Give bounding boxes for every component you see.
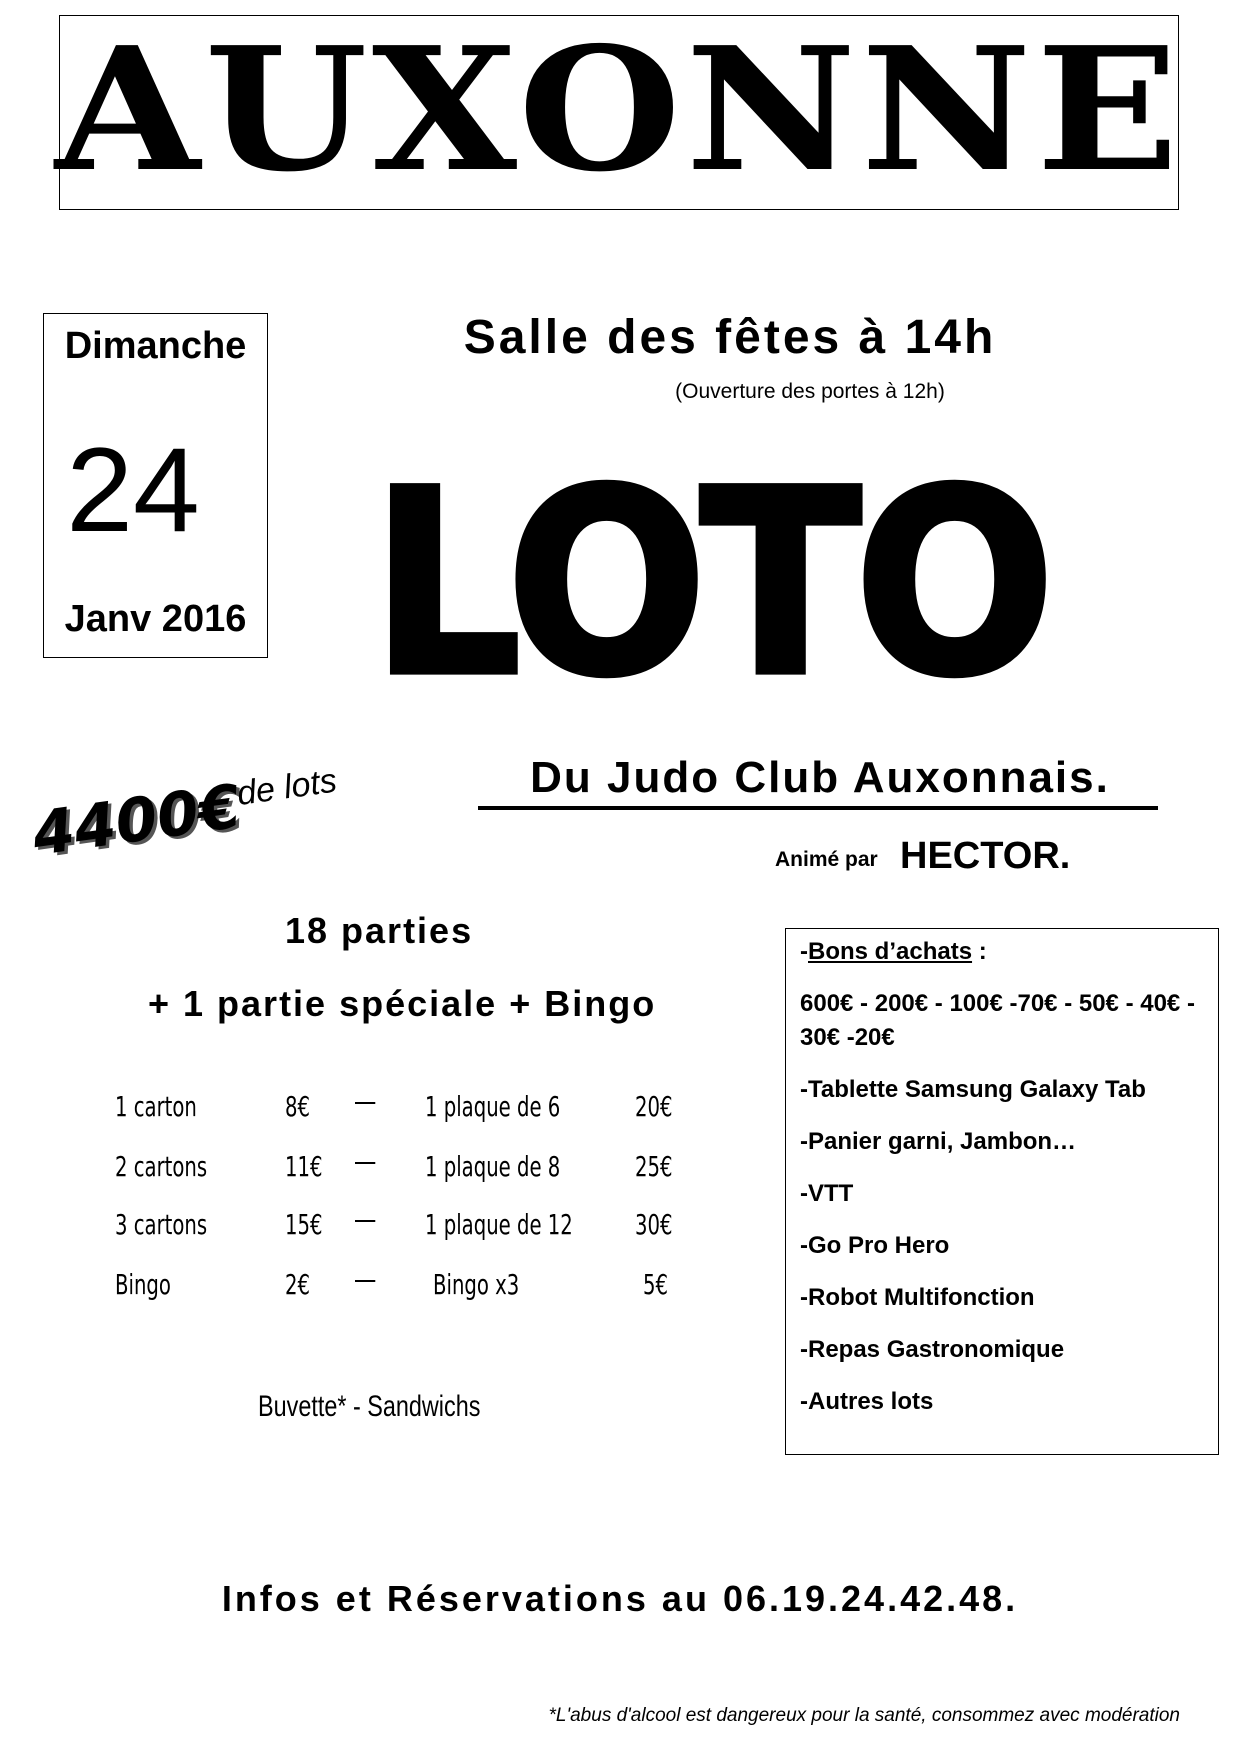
price-value-plate: 5€ bbox=[643, 1268, 668, 1301]
refreshments: Buvette* - Sandwichs bbox=[258, 1390, 481, 1423]
opening-time: (Ouverture des portes à 12h) bbox=[675, 380, 945, 403]
price-row bbox=[115, 1268, 695, 1318]
price-item: Bingo bbox=[115, 1268, 171, 1301]
organizer-underline bbox=[478, 806, 1158, 810]
prizes-heading-suffix: : bbox=[972, 938, 987, 965]
price-item-plate: 1 plaque de 8 bbox=[425, 1150, 561, 1183]
price-value: 2€ bbox=[285, 1268, 310, 1301]
price-separator bbox=[355, 1220, 375, 1222]
host-name: HECTOR. bbox=[900, 835, 1071, 877]
price-item: 1 carton bbox=[115, 1090, 197, 1123]
date-number: 24 bbox=[66, 423, 200, 557]
host-label: Animé par bbox=[775, 848, 878, 871]
price-value-plate: 25€ bbox=[635, 1150, 673, 1183]
price-separator bbox=[355, 1162, 375, 1164]
reservation-info: Infos et Réservations au 06.19.24.42.48. bbox=[221, 1578, 1019, 1619]
prize-vouchers: 600€ - 200€ - 100€ -70€ - 50€ - 40€ - 30€ -20€ bbox=[800, 990, 1195, 1051]
prize-item: -Autres lots bbox=[800, 1388, 934, 1415]
organizer: Du Judo Club Auxonnais. bbox=[530, 753, 1110, 802]
event-title: LOTO bbox=[371, 437, 1049, 732]
price-row bbox=[115, 1208, 695, 1258]
prize-total-amount: 4400€ bbox=[28, 771, 245, 870]
venue: Salle des fêtes à 14h bbox=[463, 311, 997, 364]
price-value-plate: 20€ bbox=[635, 1090, 673, 1123]
prize-total-suffix: de lots bbox=[234, 761, 340, 814]
prize-item: -Go Pro Hero bbox=[800, 1232, 950, 1259]
prize-item: -Robot Multifonction bbox=[800, 1284, 1035, 1311]
price-value: 8€ bbox=[285, 1090, 310, 1123]
price-item-plate: 1 plaque de 6 bbox=[425, 1090, 561, 1123]
price-item: 2 cartons bbox=[115, 1150, 208, 1183]
price-row bbox=[115, 1150, 695, 1200]
date-day: Dimanche bbox=[64, 325, 247, 367]
prize-item: -VTT bbox=[800, 1180, 854, 1207]
prizes-heading-prefix: - bbox=[800, 938, 808, 965]
games-count: 18 parties bbox=[285, 910, 474, 951]
prizes-heading bbox=[800, 935, 1210, 969]
price-value: 11€ bbox=[285, 1150, 323, 1183]
price-separator bbox=[355, 1280, 375, 1282]
special-games: + 1 partie spéciale + Bingo bbox=[148, 983, 657, 1024]
price-value: 15€ bbox=[285, 1208, 323, 1241]
price-item-plate: Bingo x3 bbox=[433, 1268, 520, 1301]
price-value-plate: 30€ bbox=[635, 1208, 673, 1241]
alcohol-disclaimer: *L'abus d'alcool est dangereux pour la santé, consommez avec modération bbox=[548, 1705, 1180, 1726]
prize-item: -Tablette Samsung Galaxy Tab bbox=[800, 1076, 1146, 1103]
prize-item: -Repas Gastronomique bbox=[800, 1336, 1065, 1363]
date-month: Janv 2016 bbox=[64, 598, 247, 640]
town-title: AUXONNE bbox=[54, 10, 1184, 210]
price-row bbox=[115, 1090, 695, 1140]
price-item: 3 cartons bbox=[115, 1208, 208, 1241]
price-item-plate: 1 plaque de 12 bbox=[425, 1208, 573, 1241]
prize-item: -Panier garni, Jambon… bbox=[800, 1128, 1077, 1155]
prizes-heading-label: Bons d’achats bbox=[808, 938, 973, 965]
price-separator bbox=[355, 1102, 375, 1104]
